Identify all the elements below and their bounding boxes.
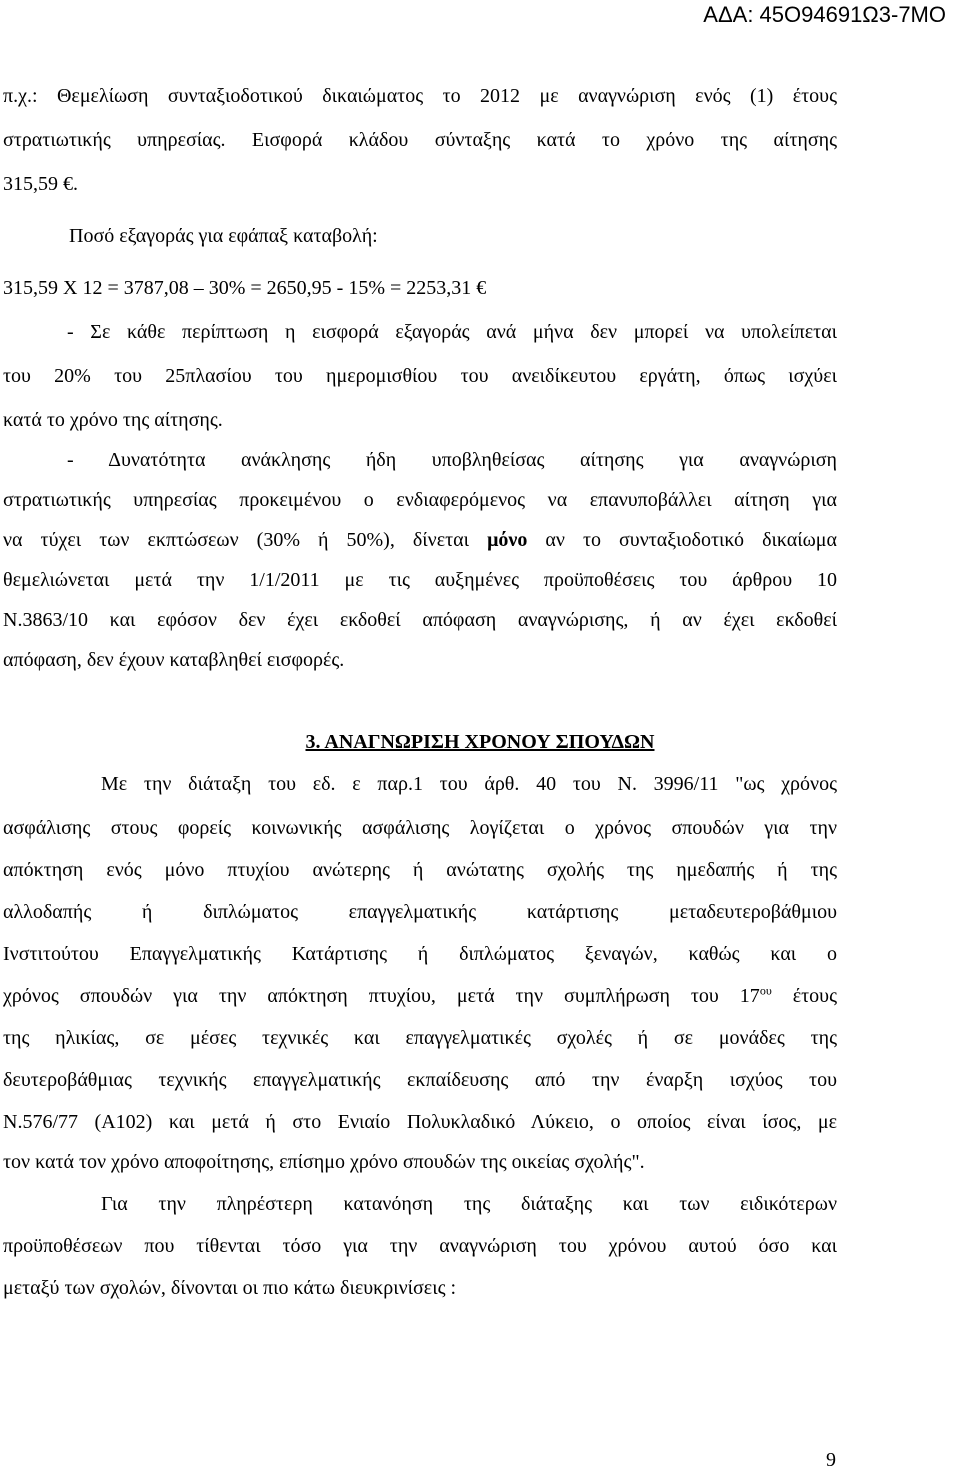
section-title: 3. ΑΝΑΓΝΩΡΙΣΗ ΧΡΟΝΟΥ ΣΠΟΥΔΩΝ xyxy=(305,731,655,753)
text-line-26: προϋποθέσεων που τίθενται τόσο για την αναγνώριση του χρόνου αυτού όσο και xyxy=(3,1235,837,1257)
text-line-12: θεμελιώνεται μετά την 1/1/2011 με τις αυξημένες προϋποθέσεις του άρθρου 10 xyxy=(3,569,837,591)
text-line-8: κατά το χρόνο της αίτησης. xyxy=(3,409,223,431)
text-line-20 xyxy=(3,984,837,1008)
text-line-1: π.χ.: Θεμελίωση συνταξιοδοτικού δικαιώματος το 2012 με αναγνώριση ενός (1) έτους xyxy=(3,85,837,107)
superscript-ou: ου xyxy=(759,984,772,998)
text-line-20-a: χρόνος σπουδών για την απόκτηση πτυχίου, μετά την συμπλήρωση του 17 xyxy=(3,985,760,1007)
text-line-17: απόκτηση ενός μόνο πτυχίου ανώτερης ή ανώτατης σχολής της ημεδαπής ή της xyxy=(3,859,837,881)
text-line-7: του 20% του 25πλασίου του ημερομισθίου του ανειδίκευτου εργάτη, όπως ισχύει xyxy=(3,365,837,387)
text-line-20-b: έτους xyxy=(771,985,837,1007)
text-line-11-c: αν το συνταξιοδοτικό δικαίωμα xyxy=(527,529,837,551)
page-number: 9 xyxy=(826,1449,836,1471)
ada-code: ΑΔΑ: 45Ο94691Ω3-7ΜΟ xyxy=(703,2,946,27)
text-line-25: Για την πληρέστερη κατανόηση της διάταξης και των ειδικότερων xyxy=(101,1193,837,1215)
text-line-24: τον κατά τον χρόνο αποφοίτησης, επίσημο χρόνο σπουδών της οικείας σχολής". xyxy=(3,1151,645,1173)
text-line-6: - Σε κάθε περίπτωση η εισφορά εξαγοράς ανά μήνα δεν μπορεί να υπολείπεται xyxy=(67,321,837,343)
text-line-5: 315,59 Χ 12 = 3787,08 – 30% = 2650,95 - 15% = 2253,31 € xyxy=(3,277,487,299)
emphasis-mono: μόνο xyxy=(487,529,528,551)
text-line-14: απόφαση, δεν έχουν καταβληθεί εισφορές. xyxy=(3,649,345,671)
text-line-2: στρατιωτικής υπηρεσίας. Εισφορά κλάδου σύνταξης κατά το χρόνο της αίτησης xyxy=(3,129,837,151)
text-line-18: αλλοδαπής ή διπλώματος επαγγελματικής κατάρτισης μεταδευτεροβάθμιου xyxy=(3,901,837,923)
text-line-13: Ν.3863/10 και εφόσον δεν έχει εκδοθεί απόφαση αναγνώρισης, ή αν έχει εκδοθεί xyxy=(3,609,837,631)
text-line-3: 315,59 €. xyxy=(3,173,78,195)
text-line-22: δευτεροβάθμιας τεχνικής επαγγελματικής εκπαίδευσης από την έναρξη ισχύος του xyxy=(3,1069,837,1091)
text-line-15: Με την διάταξη του εδ. ε παρ.1 του άρθ. 40 του Ν. 3996/11 "ως χρόνος xyxy=(101,773,837,795)
text-line-11 xyxy=(3,528,837,552)
text-line-9: - Δυνατότητα ανάκλησης ήδη υποβληθείσας αίτησης για αναγνώριση xyxy=(67,449,837,471)
text-line-11-a: να τύχει των εκπτώσεων (30% ή 50%), δίνεται xyxy=(3,529,488,551)
text-line-4: Ποσό εξαγοράς για εφάπαξ καταβολή: xyxy=(69,225,378,247)
text-line-19: Ινστιτούτου Επαγγελματικής Κατάρτισης ή διπλώματος ξεναγών, καθώς και ο xyxy=(3,943,837,965)
text-line-10: στρατιωτικής υπηρεσίας προκειμένου ο ενδιαφερόμενος να επανυποβάλλει αίτηση για xyxy=(3,489,837,511)
text-line-27: μεταξύ των σχολών, δίνονται οι πιο κάτω διευκρινίσεις : xyxy=(3,1277,457,1299)
text-line-23: Ν.576/77 (Α102) και μετά ή στο Ενιαίο Πολυκλαδικό Λύκειο, ο οποίος είναι ίσος, με xyxy=(3,1111,837,1133)
text-line-16: ασφάλισης στους φορείς κοινωνικής ασφάλισης λογίζεται ο χρόνος σπουδών για την xyxy=(3,817,837,839)
text-line-21: της ηλικίας, σε μέσες τεχνικές και επαγγελματικές σχολές ή σε μονάδες της xyxy=(3,1027,837,1049)
